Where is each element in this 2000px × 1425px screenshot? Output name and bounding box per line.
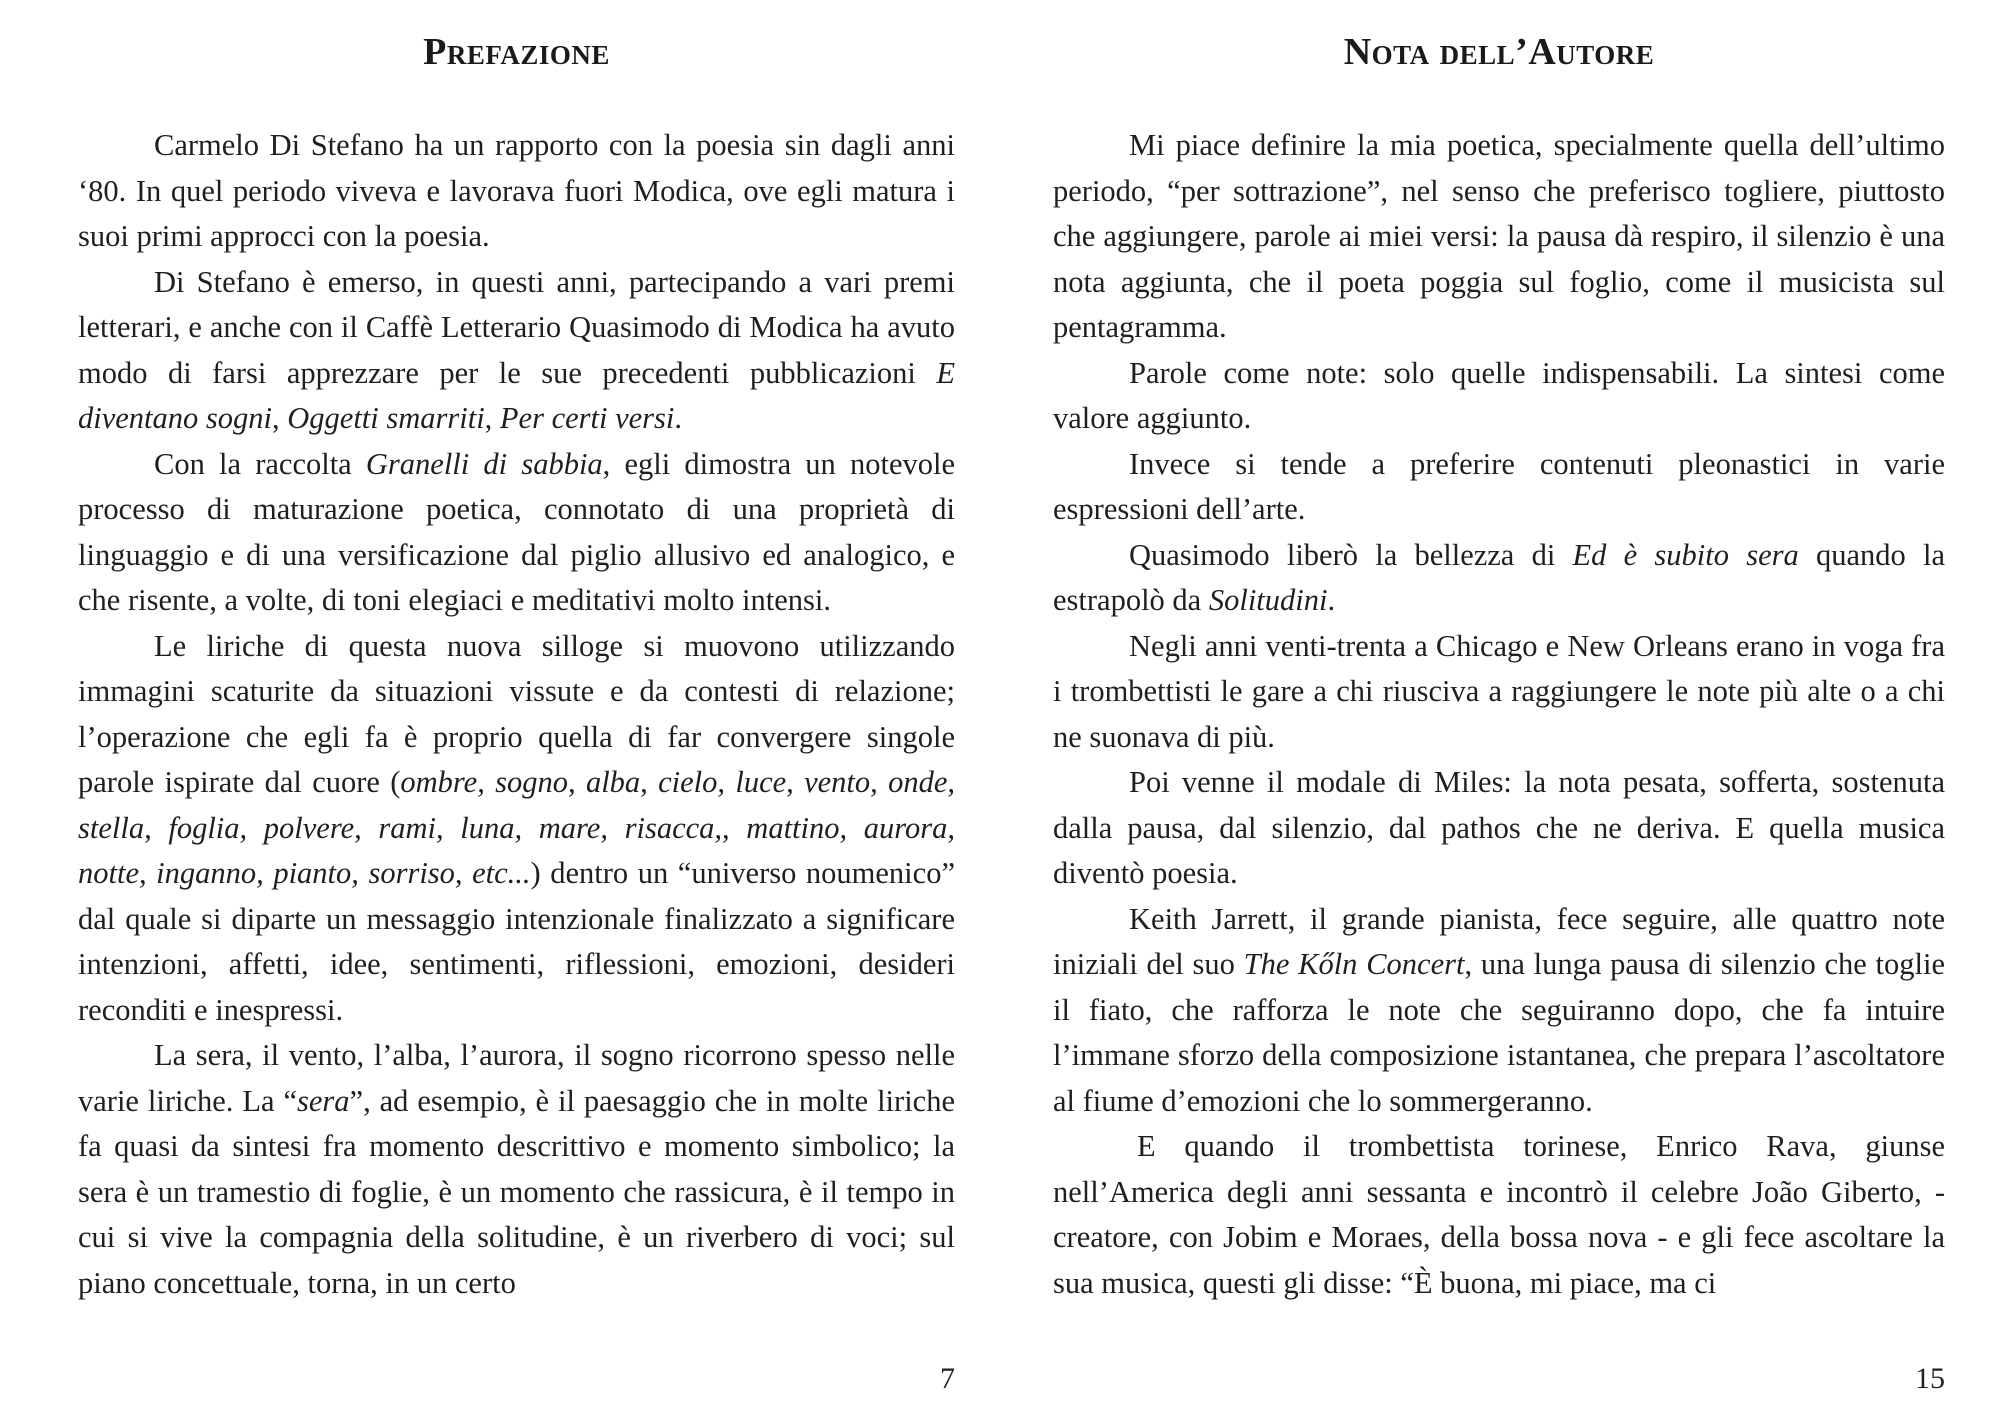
chapter-heading: Prefazione [423, 31, 610, 73]
left-page [78, 0, 955, 1425]
page-body [1053, 123, 1945, 1306]
text-run: . [1327, 583, 1336, 617]
paragraph [78, 624, 955, 1034]
text-run: Poi venne il modale di Miles: la nota pesata, sofferta, sostenuta dalla pausa, dal silenzio, dal pathos che ne deriva. E quella musica diventò poesia. [1053, 765, 1945, 890]
paragraph [1053, 123, 1945, 351]
text-run: ) dentro un “universo noumenico” dal quale si diparte un messaggio intenzionale finalizzato a significare intenzioni, affetti, idee, sentimenti, riflessioni, emozioni, desideri reconditi e inespressi. [78, 856, 955, 1027]
paragraph [1053, 351, 1945, 442]
page-body [78, 123, 955, 1306]
text-run: Negli anni venti-trenta a Chicago e New Orleans erano in voga fra i trombettisti le gare a chi riusciva a raggiungere le note più alte o a chi ne suonava di più. [1053, 628, 1945, 754]
text-run: , [272, 401, 288, 435]
right-page [1053, 0, 1945, 1425]
italic-title: Granelli di sabbia [365, 446, 603, 481]
italic-title: Oggetti smarriti [287, 401, 485, 435]
text-run: E quando il trombettista torinese, Enrico Rava, giunse nell’America degli anni sessanta e incontrò il celebre João Giberto, - creatore, con Jobim e Moraes, della bossa nova - e gli fece ascoltare la sua musica, questi gli disse: “È buona, mi piace, ma ci [1053, 1129, 1945, 1300]
text-run: Invece si tende a preferire contenuti pleonastici in varie espressioni dell’arte. [1053, 446, 1945, 526]
italic-title: ombre, sogno, alba, cielo, luce, vento, onde, stella, foglia, polvere, rami, luna, mare, risacca,, mattino, aurora, notte, inganno, pianto, sorriso, etc... [78, 765, 955, 890]
italic-title: Solitudini [1208, 583, 1328, 617]
italic-title: E diventano sogni [78, 355, 955, 435]
paragraph [1053, 624, 1945, 761]
text-run: Mi piace definire la mia poetica, specialmente quella dell’ultimo periodo, “per sottrazione”, nel senso che preferisco togliere, piuttosto che aggiungere, parole ai miei versi: la pausa dà respiro, il silenzio è una nota aggiunta, che il poeta poggia sul foglio, come il musicista sul pentagramma. [1053, 128, 1945, 344]
page-number: 7 [940, 1362, 955, 1395]
paragraph [1053, 897, 1945, 1125]
paragraph [1053, 533, 1945, 624]
text-run: Di Stefano è emerso, in questi anni, partecipando a vari premi letterari, e anche con il Caffè Letterario Quasimodo di Modica ha avuto modo di farsi apprezzare per le sue precedenti pubblicazioni [78, 264, 955, 390]
text-run: Quasimodo liberò la bellezza di [1129, 537, 1573, 572]
italic-title: sera [297, 1083, 350, 1118]
text-run: Carmelo Di Stefano ha un rapporto con la poesia sin dagli anni ‘80. In quel periodo viveva e lavorava fuori Modica, ove egli matura i suoi primi approcci con la poesia. [78, 128, 955, 253]
chapter-heading: Nota dell’Autore [1343, 31, 1655, 73]
text-run: , egli dimostra un notevole processo di maturazione poetica, connotato di una proprietà di linguaggio e di una versificazione dal piglio allusivo ed analogico, e che risente, a volte, di toni elegiaci e meditativi molto intensi. [78, 446, 955, 617]
text-run: Keith Jarrett, il grande pianista, fece seguire, alle quattro note iniziali del suo [1053, 901, 1945, 981]
paragraph [78, 123, 955, 260]
paragraph [1053, 442, 1945, 533]
italic-title: The Kőln Concert [1243, 947, 1465, 981]
paragraph [78, 260, 955, 442]
page-number: 15 [1915, 1362, 1945, 1395]
text-run: , [484, 401, 500, 435]
paragraph [1053, 1124, 1945, 1306]
text-run: ”, ad esempio, è il paesaggio che in molte liriche fa quasi da sintesi fra momento descrittivo e momento simbolico; la sera è un tramestio di foglie, è un momento che rassicura, è il tempo in cui si vive la compagnia della solitudine, è un riverbero di voci; sul piano concettuale, torna, in un certo [78, 1083, 955, 1300]
text-run: quando la estrapolò da [1053, 537, 1945, 617]
text-run: Le liriche di questa nuova silloge si muovono utilizzando immagini scaturite da situazioni vissute e da contesti di relazione; l’operazione che egli fa è proprio quella di far convergere singole parole ispirate dal cuore ( [78, 628, 955, 799]
text-run: Parole come note: solo quelle indispensabili. La sintesi come valore aggiunto. [1053, 355, 1945, 435]
text-run: , una lunga pausa di silenzio che toglie il fiato, che rafforza le note che seguiranno dopo, che fa intuire l’immane sforzo della composizione istantanea, che prepara l’ascoltatore al fiume d’emozioni che lo sommergeranno. [1053, 947, 1945, 1118]
text-run: La sera, il vento, l’alba, l’aurora, il sogno ricorrono spesso nelle varie liriche. La “ [78, 1038, 955, 1118]
paragraph [78, 442, 955, 624]
italic-title: Per certi versi [499, 401, 675, 435]
paragraph [1053, 760, 1945, 897]
italic-title: Ed è subito sera [1572, 537, 1799, 572]
text-run: Con la raccolta [154, 446, 366, 481]
paragraph [78, 1033, 955, 1306]
text-run: . [674, 401, 683, 435]
